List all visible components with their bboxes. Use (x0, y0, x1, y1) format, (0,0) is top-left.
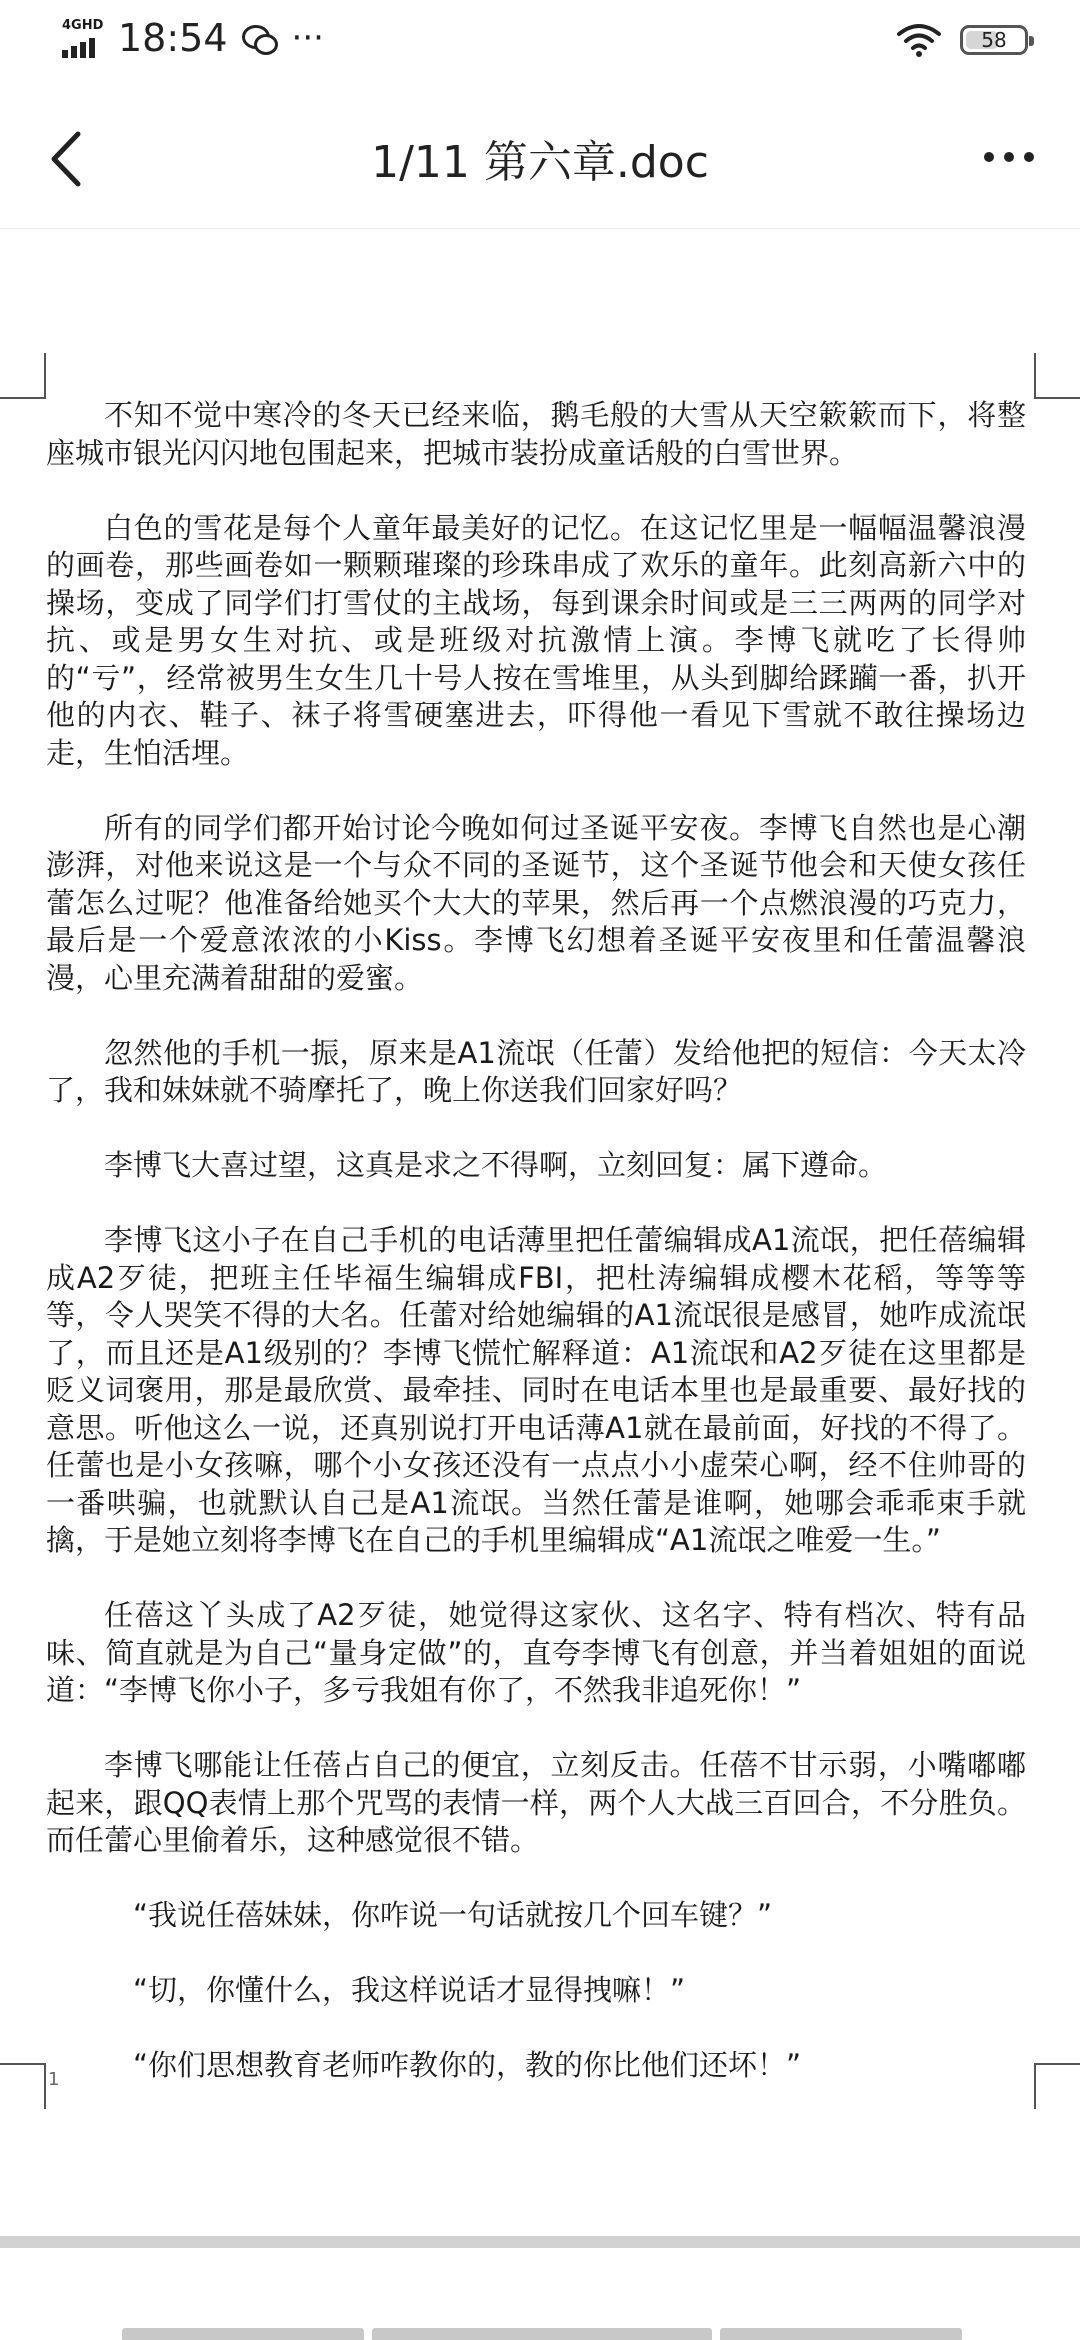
crop-mark-top-left (0, 353, 46, 399)
status-time: 18:54 (118, 16, 228, 60)
paragraph: 所有的同学们都开始讨论今晚如何过圣诞平安夜。李博飞自然也是心潮澎湃，对他来说这是一个与众不同的圣诞节，这个圣诞节他会和天使女孩任蕾怎么过呢？他准备给她买个大大的苹果，然后再一个点燃浪漫的巧克力，最后是一个爱意浓浓的小Kiss。李博飞幻想着圣诞平安夜里和任蕾温馨浪漫，心里充满着甜甜的爱蜜。 (46, 810, 1026, 995)
battery-icon (960, 25, 1028, 55)
battery-tip (1029, 36, 1034, 46)
wechat-icon (242, 23, 276, 53)
more-horizontal-icon (984, 152, 994, 162)
document-title: 1/11 第六章.doc (371, 137, 709, 188)
document-body (46, 397, 1026, 2122)
paragraph: 白色的雪花是每个人童年最美好的记忆。在这记忆里是一幅幅温馨浪漫的画卷，那些画卷如一颗颗璀璨的珍珠串成了欢乐的童年。此刻高新六中的操场，变成了同学们打雪仗的主战场，每到课余时间或是三三两两的同学对抗、或是男女生对抗、或是班级对抗激情上演。李博飞就吃了长得帅的“亏”，经常被男生女生几十号人按在雪堆里，从头到脚给蹂躏一番，扒开他的内衣、鞋子、袜子将雪硬塞进去，吓得他一看见下雪就不敢往操场边走，生怕活埋。 (46, 510, 1026, 770)
toolbar-tab[interactable] (372, 2328, 712, 2340)
signal-bars (62, 38, 95, 58)
paragraph: 李博飞这小子在自己手机的电话薄里把任蕾编辑成A1流氓，把任蓓编辑成A2歹徒，把班主任毕福生编辑成FBI，把杜涛编辑成樱木花稻，等等等等，令人哭笑不得的大名。任蕾对给她编辑的A1流氓很是感冒，她咋成流氓了，而且还是A1级别的？李博飞慌忙解释道：A1流氓和A2歹徒在这里都是贬义词褒用，那是最欣赏、最牵挂、同时在电话本里也是最重要、最好找的意思。听他这么一说，还真别说打开电话薄A1就在最前面，好找的不得了。任蕾也是小女孩嘛，哪个小女孩还没有一点点小小虚荣心啊，经不住帅哥的一番哄骗，也就默认自己是A1流氓。当然任蕾是谁啊，她哪会乖乖束手就擒，于是她立刻将李博飞在自己的手机里编辑成“A1流氓之唯爱一生。” (46, 1223, 1026, 1557)
status-bar (0, 0, 1080, 84)
paragraph: 李博飞大喜过望，这真是求之不得啊，立刻回复：属下遵命。 (104, 1148, 888, 1182)
crop-mark-bottom-left (0, 2063, 46, 2109)
document-page[interactable] (0, 229, 1080, 2224)
more-notifications-indicator: ··· (291, 18, 324, 58)
page-number: 1 (48, 2069, 60, 2090)
crop-mark-top-right (1034, 353, 1080, 399)
toolbar-tab[interactable] (122, 2328, 364, 2340)
status-bar-left (60, 16, 324, 60)
paragraph: 不知不觉中寒冷的冬天已经来临，鹅毛般的大雪从天空簌簌而下，将整座城市银光闪闪地包围起来，把城市装扮成童话般的白雪世界。 (46, 398, 1026, 470)
more-options-button[interactable] (974, 132, 1044, 182)
toolbar-tab[interactable] (720, 2328, 962, 2340)
wifi-icon (896, 22, 942, 58)
dialogue-line: “你们思想教育老师咋教你的，教的你比他们还坏！” (133, 2048, 802, 2082)
more-dot (1024, 152, 1034, 162)
cellular-signal-icon (60, 16, 104, 60)
crop-mark-bottom-right (1034, 2063, 1080, 2109)
page-separator (0, 2236, 1080, 2248)
dialogue-line: “切，你懂什么，我这样说话才显得拽嘛！” (133, 1973, 686, 2007)
dialogue-line: “我说任蓓妹妹，你咋说一句话就按几个回车键？” (133, 1898, 773, 1932)
battery-percent: 58 (981, 28, 1007, 52)
network-type-label: 4GHD (62, 18, 104, 33)
status-bar-right (896, 22, 1028, 58)
bottom-toolbar (0, 2248, 1080, 2340)
title-bar (0, 84, 1080, 229)
paragraph: 忽然他的手机一振，原来是A1流氓（任蕾）发给他把的短信：今天太冷了，我和妹妹就不骑摩托了，晚上你送我们回家好吗？ (46, 1035, 1026, 1107)
paragraph: 李博飞哪能让任蓓占自己的便宜，立刻反击。任蓓不甘示弱，小嘴嘟嘟起来，跟QQ表情上那个咒骂的表情一样，两个人大战三百回合，不分胜负。而任蕾心里偷着乐，这种感觉很不错。 (46, 1748, 1026, 1857)
more-dot (1004, 152, 1014, 162)
paragraph: 任蓓这丫头成了A2歹徒，她觉得这家伙、这名字、特有档次、特有品味、简直就是为自己“量身定做”的，直夸李博飞有创意，并当着姐姐的面说道：“李博飞你小子，多亏我姐有你了，不然我非追死你！” (46, 1598, 1026, 1707)
